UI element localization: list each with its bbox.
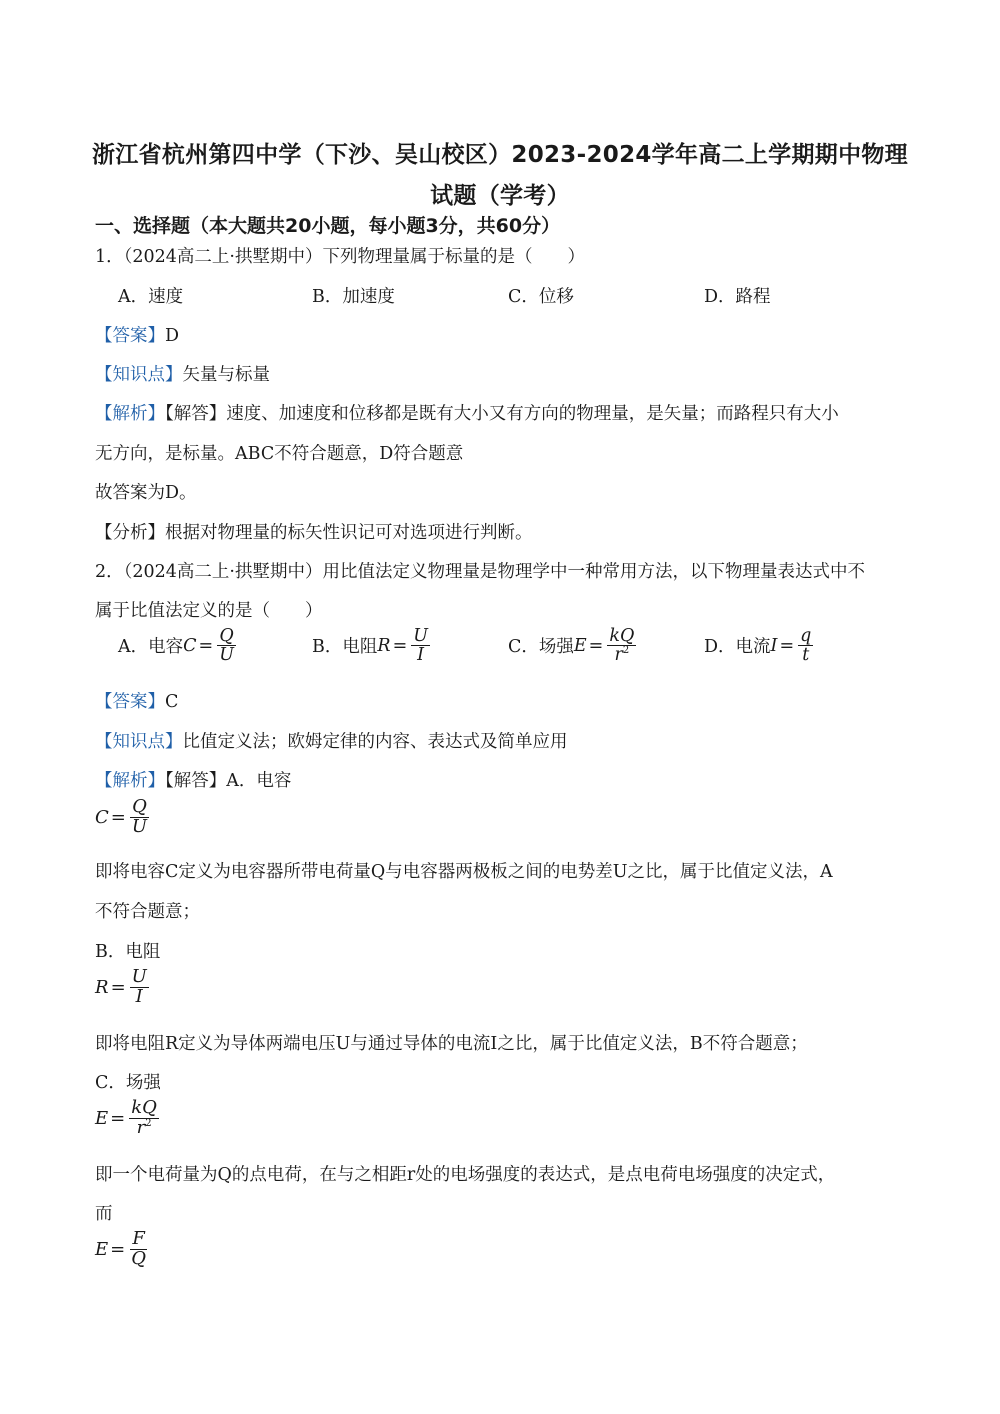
q2-option-a-den: U — [219, 645, 234, 666]
q1-knowledge: 矢量与标量 — [182, 365, 270, 385]
q1-stem: 1．（2024高二上·拱墅期中）下列物理量属于标量的是（ ） — [95, 247, 585, 267]
formula-c-den-sup: 2 — [145, 1117, 152, 1129]
q2-option-a-label: A．电容 — [118, 637, 184, 658]
formula-c-den — [135, 1116, 154, 1138]
q2-option-a-lhs: C — [183, 635, 197, 656]
q2-option-d-eq: = — [779, 635, 795, 656]
q2-option-b-label: B．电阻 — [312, 637, 378, 658]
q2-text-b: 即将电阻R定义为导体两端电压U与通过导体的电流I之比，属于比值定义法，B不符合题意； — [95, 1034, 808, 1054]
q2-option-a — [118, 627, 238, 665]
q2-option-c-den — [612, 646, 631, 664]
q2-option-b-eq: = — [392, 635, 408, 656]
q2-stem-line2: 属于比值法定义的是（ ） — [95, 601, 323, 621]
q2-option-c-label: C．场强 — [508, 637, 574, 658]
q1-analysis-row — [95, 400, 839, 425]
q2-option-b-fraction — [411, 627, 430, 665]
formula-b-lhs: R — [95, 976, 109, 998]
formula-b-den: I — [135, 985, 143, 1007]
analysis-tag: 【解析】 — [95, 771, 165, 791]
formula-d-num: F — [132, 1228, 145, 1249]
q1-option-b: B．加速度 — [312, 287, 395, 307]
q2-option-d-label: D．电流 — [704, 637, 771, 658]
q1-answer: D — [165, 326, 180, 346]
formula-b-eq: = — [110, 976, 126, 998]
q2-option-a-num: Q — [219, 626, 234, 646]
formula-c-num: kQ — [131, 1097, 157, 1118]
q1-analysis-line1: 【解答】速度、加速度和位移都是既有大小又有方向的物理量，是矢量；而路程只有大小 — [165, 404, 839, 424]
fenxi-tag: 【分析】 — [95, 523, 165, 543]
formula-c-lhs: E — [95, 1107, 109, 1129]
document-title-line2: 试题（学考） — [430, 183, 570, 209]
formula-field-strength — [95, 1099, 161, 1138]
formula-c-eq: = — [110, 1107, 126, 1129]
formula-b-fraction — [130, 968, 149, 1007]
q2-option-d-num: q — [800, 626, 812, 646]
formula-resistance — [95, 968, 151, 1007]
q1-option-d: D．路程 — [704, 287, 771, 307]
q1-analysis-line3: 故答案为D。 — [95, 483, 197, 503]
q1-fenxi: 根据对物理量的标矢性识记可对选项进行判断。 — [165, 523, 533, 543]
formula-b-num: U — [131, 966, 147, 987]
q1-answer-row — [95, 322, 179, 347]
q2-option-d-den: t — [802, 645, 810, 666]
q2-text-c2: 而 — [95, 1204, 113, 1224]
q1-fenxi-row — [95, 519, 533, 544]
q2-option-b-den: I — [417, 645, 425, 666]
q2-answer-row — [95, 688, 178, 713]
q1-option-c: C．位移 — [508, 287, 574, 307]
knowledge-tag: 【知识点】 — [95, 365, 183, 385]
formula-d-den: Q — [131, 1247, 146, 1269]
q2-option-c-eq: = — [588, 635, 604, 656]
q2-knowledge: 比值定义法；欧姆定律的内容、表达式及简单应用 — [182, 732, 568, 752]
q2-text-c1: 即一个电荷量为Q的点电荷，在与之相距r处的电场强度的表达式，是点电荷电场强度的决定式， — [95, 1165, 836, 1185]
q2-option-c — [508, 627, 638, 665]
q2-option-d-lhs: I — [770, 635, 778, 656]
q2-option-b — [312, 627, 432, 665]
q2-answer: C — [165, 692, 179, 712]
section-heading: 一、选择题（本大题共20小题，每小题3分，共60分） — [95, 215, 561, 237]
q1-analysis-line2: 无方向，是标量。ABC不符合题意，D符合题意 — [95, 444, 464, 464]
formula-d-lhs: E — [95, 1238, 109, 1260]
formula-a-den: U — [131, 815, 148, 837]
q1-option-a: A．速度 — [118, 287, 184, 307]
q2-analysis-row — [95, 767, 291, 792]
q2-option-c-lhs: E — [573, 635, 587, 656]
formula-c-fraction — [129, 1099, 159, 1138]
q2-option-a-eq: = — [198, 635, 214, 656]
q2-option-b-num: U — [413, 626, 428, 646]
formula-a-lhs: C — [95, 806, 109, 828]
formula-c-den-base: r — [136, 1116, 146, 1138]
q2-text-a2: 不符合题意； — [95, 902, 200, 922]
analysis-tag: 【解析】 — [95, 404, 165, 424]
q2-option-d — [704, 627, 815, 665]
knowledge-tag: 【知识点】 — [95, 732, 183, 752]
q1-knowledge-row — [95, 361, 270, 386]
formula-d-fraction — [129, 1230, 148, 1269]
q2-option-a-fraction — [217, 627, 236, 665]
formula-capacitance — [95, 798, 151, 837]
q2-option-b-lhs: R — [377, 635, 391, 656]
q2-knowledge-row — [95, 728, 568, 753]
formula-a-num: Q — [132, 796, 147, 817]
answer-tag: 【答案】 — [95, 326, 165, 346]
formula-a-fraction — [130, 798, 149, 837]
q2-option-c-den-sup: 2 — [622, 645, 630, 657]
q2-option-c-fraction — [607, 627, 636, 665]
formula-d-eq: = — [110, 1238, 126, 1260]
q2-analysis-start: 【解答】A．电容 — [165, 771, 292, 791]
answer-tag: 【答案】 — [95, 692, 165, 712]
q2-label-c: C．场强 — [95, 1073, 161, 1093]
q2-option-c-den-base: r — [614, 645, 623, 666]
q2-label-b: B．电阻 — [95, 942, 161, 962]
q2-stem-line1: 2．（2024高二上·拱墅期中）用比值法定义物理量是物理学中一种常用方法，以下物理量表达式中不 — [95, 562, 865, 582]
document-title-line1: 浙江省杭州第四中学（下沙、吴山校区）2023-2024学年高二上学期期中物理 — [92, 142, 908, 168]
formula-field-definition — [95, 1230, 150, 1269]
q2-option-c-num: kQ — [609, 626, 635, 646]
q2-text-a1: 即将电容C定义为电容器所带电荷量Q与电容器两极板之间的电势差U之比，属于比值定义法，A — [95, 862, 833, 882]
formula-a-eq: = — [110, 806, 126, 828]
q2-option-d-fraction — [798, 627, 813, 665]
